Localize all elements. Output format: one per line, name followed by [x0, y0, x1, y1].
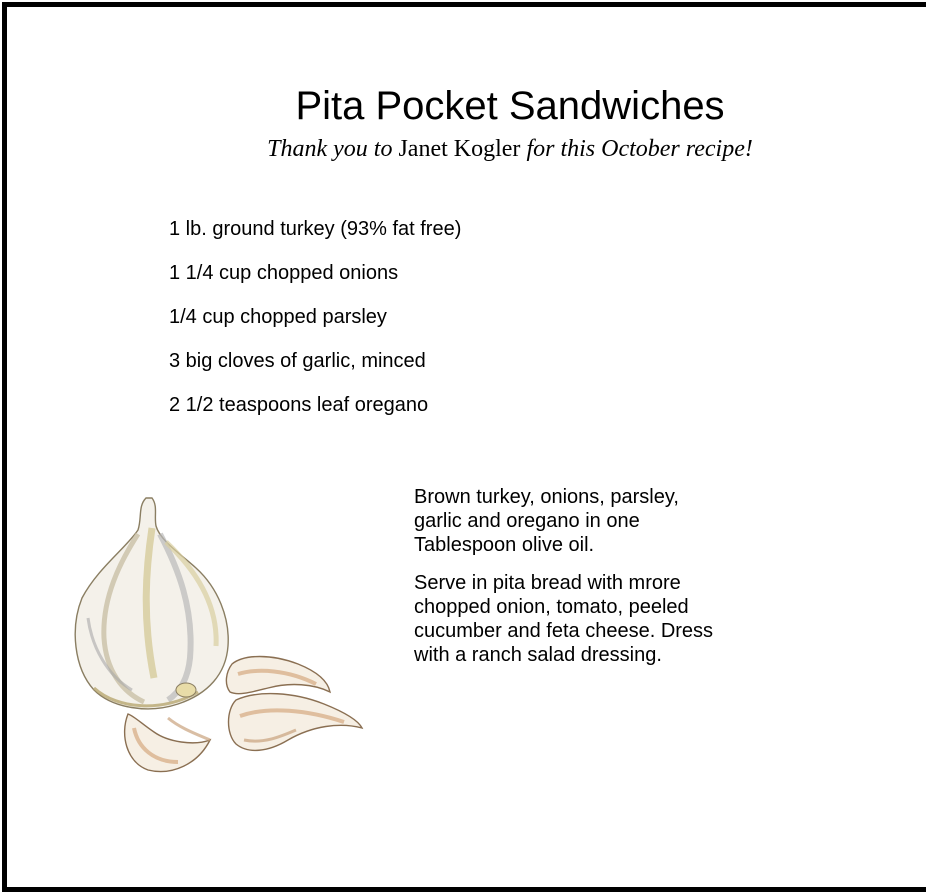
ingredient-item: 1/4 cup chopped parsley — [169, 306, 387, 328]
credit-prefix: Thank you to — [267, 136, 393, 162]
ingredient-list — [169, 216, 461, 436]
credit-suffix: for this October recipe! — [526, 136, 753, 162]
garlic-clove-icon — [226, 657, 330, 694]
recipe-credit — [0, 136, 926, 163]
ingredient-item: 1 lb. ground turkey (93% fat free) — [169, 218, 462, 240]
garlic-clove-icon — [229, 694, 363, 751]
garlic-bulb-icon — [75, 498, 228, 709]
recipe-directions — [414, 485, 854, 681]
credit-name: Janet Kogler — [398, 136, 521, 162]
garlic-clove-icon — [125, 714, 210, 772]
ingredient-item: 2 1/2 teaspoons leaf oregano — [169, 394, 429, 416]
ingredient-item: 3 big cloves of garlic, minced — [169, 350, 426, 372]
direction-paragraph: Serve in pita bread with mrore chopped onion, tomato, peeled cucumber and feta cheese. Dress with a ranch salad dressing. — [414, 572, 714, 666]
garlic-illustration — [68, 478, 364, 778]
direction-paragraph: Brown turkey, onions, parsley, garlic and oregano in one Tablespoon olive oil. — [414, 486, 679, 556]
ingredient-item: 1 1/4 cup chopped onions — [169, 262, 399, 284]
recipe-title: Pita Pocket Sandwiches — [295, 84, 725, 128]
